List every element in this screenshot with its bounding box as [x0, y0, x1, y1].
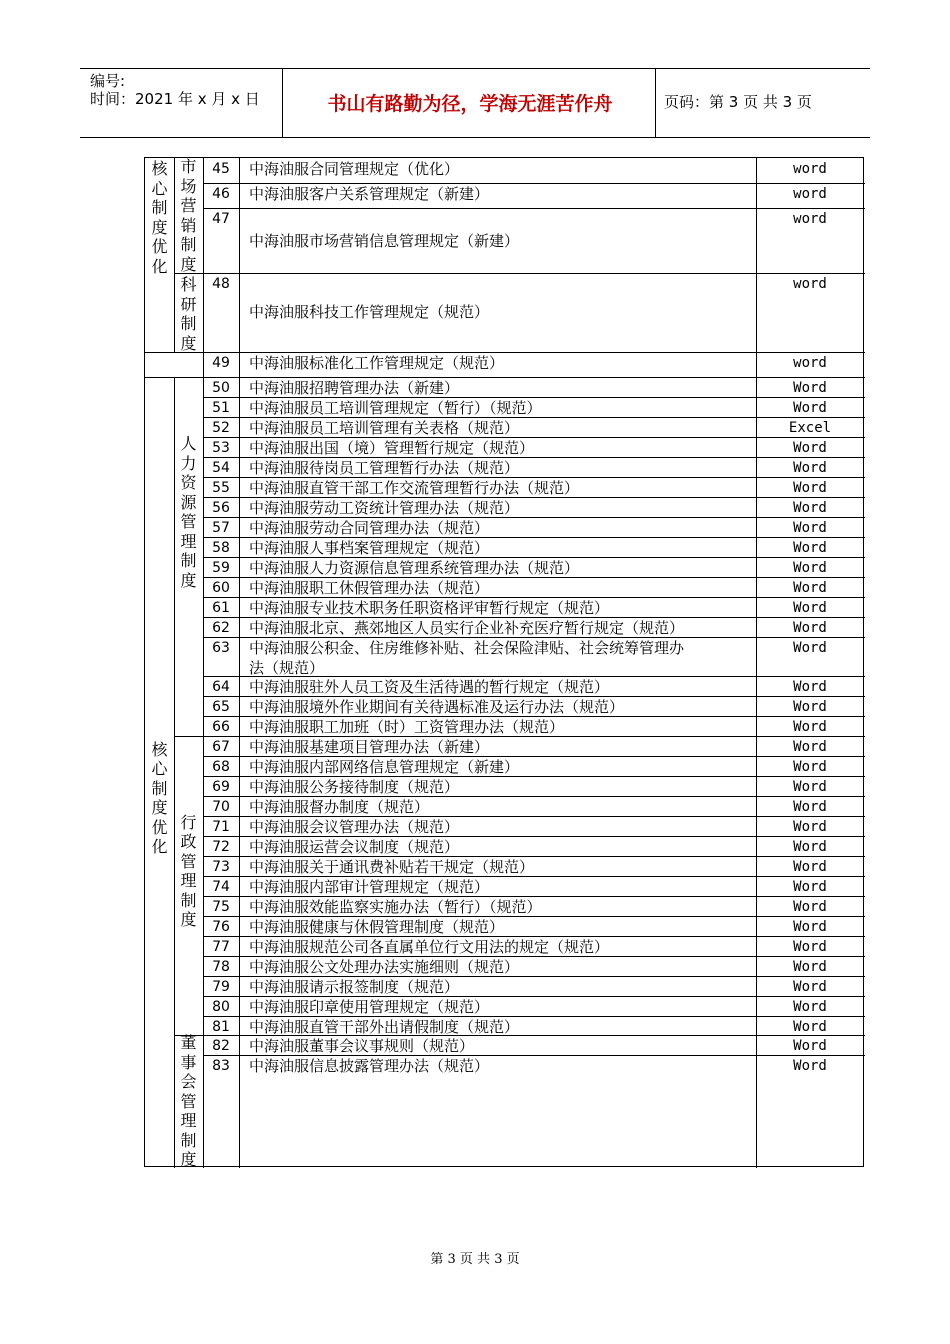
- row-number: 76: [212, 919, 230, 935]
- regulation-name: 中海油服公务接待制度（规范）: [249, 778, 460, 796]
- row-number: 50: [212, 380, 230, 396]
- row-divider: [203, 183, 865, 184]
- file-format: Word: [793, 480, 827, 496]
- row-number: 57: [212, 520, 230, 536]
- file-format: Word: [793, 799, 827, 815]
- file-format: Word: [793, 580, 827, 596]
- file-format: Word: [793, 679, 827, 695]
- subcategory-marketing: 市 场 营 销 制 度: [180, 157, 197, 274]
- regulation-name: 中海油服境外作业期间有关待遇标准及运行办法（规范）: [249, 698, 625, 716]
- row-number: 75: [212, 899, 230, 915]
- file-format: Word: [793, 839, 827, 855]
- regulation-name: 中海油服请示报签制度（规范）: [249, 978, 460, 996]
- regulation-name: 中海油服员工培训管理规定（暂行）（规范）: [249, 399, 542, 417]
- column-divider: [174, 158, 175, 352]
- regulation-name: 中海油服科技工作管理规定（规范）: [249, 303, 490, 321]
- file-format: Word: [793, 999, 827, 1015]
- subcategory-board: 董 事 会 管 理 制 度: [180, 1033, 197, 1170]
- file-format: Word: [793, 600, 827, 616]
- regulation-name: 中海油服员工培训管理有关表格（规范）: [249, 419, 520, 437]
- row-divider: [203, 936, 865, 937]
- regulation-name: 中海油服职工休假管理办法（规范）: [249, 579, 490, 597]
- regulation-name: 中海油服标准化工作管理规定（规范）: [249, 354, 505, 372]
- regulation-name: 中海油服客户关系管理规定（新建）: [249, 185, 490, 203]
- category-core-bottom: 核 心 制 度 优 化: [151, 739, 168, 856]
- file-format: Word: [793, 1038, 827, 1054]
- row-divider: [203, 417, 865, 418]
- file-format: Word: [793, 699, 827, 715]
- regulation-name: 中海油服运营会议制度（规范）: [249, 838, 460, 856]
- regulation-name: 中海油服董事会议事规则（规范）: [249, 1037, 475, 1055]
- file-format: Word: [793, 739, 827, 755]
- regulation-name: 中海油服内部网络信息管理规定（新建）: [249, 758, 520, 776]
- row-divider: [203, 637, 865, 638]
- file-format: Word: [793, 899, 827, 915]
- row-number: 72: [212, 839, 230, 855]
- file-format: Word: [793, 959, 827, 975]
- regulation-name: 中海油服职工加班（时）工资管理办法（规范）: [249, 718, 565, 736]
- row-divider: [145, 352, 865, 353]
- row-divider: [203, 716, 865, 717]
- row-number: 71: [212, 819, 230, 835]
- file-format: Word: [793, 620, 827, 636]
- row-number: 80: [212, 999, 230, 1015]
- regulation-name: 中海油服市场营销信息管理规定（新建）: [249, 232, 520, 250]
- file-format: Word: [793, 560, 827, 576]
- row-number: 81: [212, 1019, 230, 1035]
- file-format: word: [793, 211, 827, 227]
- row-number: 46: [212, 186, 230, 202]
- row-divider: [203, 1055, 865, 1056]
- row-number: 69: [212, 779, 230, 795]
- regulation-name: 中海油服公积金、住房维修补贴、社会保险津贴、社会统筹管理办 法（规范）: [249, 639, 685, 677]
- row-divider: [203, 457, 865, 458]
- row-divider: [174, 736, 865, 737]
- row-divider: [203, 816, 865, 817]
- row-number: 82: [212, 1038, 230, 1054]
- row-divider: [203, 696, 865, 697]
- regulation-name: 中海油服基建项目管理办法（新建）: [249, 738, 490, 756]
- row-divider: [203, 537, 865, 538]
- row-divider: [203, 876, 865, 877]
- file-format: Word: [793, 460, 827, 476]
- row-number: 52: [212, 420, 230, 436]
- regulation-name: 中海油服信息披露管理办法（规范）: [249, 1057, 490, 1075]
- regulation-name: 中海油服招聘管理办法（新建）: [249, 379, 460, 397]
- row-number: 65: [212, 699, 230, 715]
- regulation-name: 中海油服健康与休假管理制度（规范）: [249, 918, 505, 936]
- subcategory-research: 科 研 制 度: [180, 275, 197, 353]
- regulation-name: 中海油服人力资源信息管理系统管理办法（规范）: [249, 559, 580, 577]
- regulation-name: 中海油服待岗员工管理暂行办法（规范）: [249, 459, 520, 477]
- row-divider: [145, 377, 865, 378]
- row-number: 73: [212, 859, 230, 875]
- regulation-name: 中海油服直管干部外出请假制度（规范）: [249, 1018, 520, 1036]
- file-format: Word: [793, 380, 827, 396]
- file-format: word: [793, 276, 827, 292]
- row-number: 48: [212, 276, 230, 292]
- row-divider: [203, 896, 865, 897]
- file-format: word: [793, 355, 827, 371]
- row-number: 49: [212, 355, 230, 371]
- file-format: Excel: [788, 420, 832, 436]
- row-number: 47: [212, 211, 230, 227]
- row-number: 83: [212, 1058, 230, 1074]
- file-format: Word: [793, 500, 827, 516]
- file-format: Word: [793, 879, 827, 895]
- header-divider: [282, 69, 283, 137]
- file-format: Word: [793, 520, 827, 536]
- row-divider: [203, 916, 865, 917]
- row-divider: [203, 996, 865, 997]
- row-divider: [203, 976, 865, 977]
- file-format: Word: [793, 859, 827, 875]
- row-number: 53: [212, 440, 230, 456]
- row-divider: [203, 836, 865, 837]
- file-format: Word: [793, 779, 827, 795]
- row-number: 60: [212, 580, 230, 596]
- row-number: 61: [212, 600, 230, 616]
- row-divider: [203, 477, 865, 478]
- row-divider: [203, 397, 865, 398]
- regulation-name: 中海油服督办制度（规范）: [249, 798, 430, 816]
- regulation-name: 中海油服劳动工资统计管理办法（规范）: [249, 499, 520, 517]
- category-core-top: 核 心 制 度 优 化: [151, 159, 168, 276]
- regulation-name: 中海油服驻外人员工资及生活待遇的暂行规定（规范）: [249, 678, 610, 696]
- row-divider: [203, 776, 865, 777]
- row-divider: [203, 517, 865, 518]
- regulation-name: 中海油服出国（境）管理暂行规定（规范）: [249, 439, 535, 457]
- row-number: 55: [212, 480, 230, 496]
- column-divider: [203, 158, 204, 1168]
- row-number: 77: [212, 939, 230, 955]
- file-format: Word: [793, 719, 827, 735]
- row-number: 56: [212, 500, 230, 516]
- row-number: 79: [212, 979, 230, 995]
- regulation-name: 中海油服效能监察实施办法（暂行）（规范）: [249, 898, 542, 916]
- file-format: Word: [793, 400, 827, 416]
- row-number: 54: [212, 460, 230, 476]
- doc-number-label: 编号:: [90, 72, 126, 90]
- row-divider: [203, 956, 865, 957]
- row-number: 59: [212, 560, 230, 576]
- file-format: Word: [793, 759, 827, 775]
- file-format: Word: [793, 1058, 827, 1074]
- file-format: word: [793, 161, 827, 177]
- row-divider: [203, 796, 865, 797]
- row-divider: [203, 856, 865, 857]
- page-header: [80, 68, 870, 138]
- row-number: 74: [212, 879, 230, 895]
- file-format: word: [793, 186, 827, 202]
- regulations-table: [144, 157, 864, 1170]
- regulation-name: 中海油服内部审计管理规定（规范）: [249, 878, 490, 896]
- row-number: 66: [212, 719, 230, 735]
- file-format: Word: [793, 540, 827, 556]
- page-info: 页码：第 3 页 共 3 页: [664, 93, 812, 111]
- file-format: Word: [793, 919, 827, 935]
- row-number: 62: [212, 620, 230, 636]
- row-divider: [203, 437, 865, 438]
- regulation-name: 中海油服公文处理办法实施细则（规范）: [249, 958, 520, 976]
- regulation-name: 中海油服会议管理办法（规范）: [249, 818, 460, 836]
- row-divider: [203, 208, 865, 209]
- column-divider: [239, 158, 240, 1168]
- row-divider: [203, 676, 865, 677]
- row-number: 70: [212, 799, 230, 815]
- regulation-name: 中海油服专业技术职务任职资格评审暂行规定（规范）: [249, 599, 610, 617]
- row-number: 51: [212, 400, 230, 416]
- header-motto: 书山有路勤为径，学海无涯苦作舟: [327, 93, 613, 115]
- regulation-name: 中海油服人事档案管理规定（规范）: [249, 539, 490, 557]
- regulation-name: 中海油服规范公司各直属单位行文用法的规定（规范）: [249, 938, 610, 956]
- row-divider: [203, 497, 865, 498]
- file-format: Word: [793, 640, 827, 656]
- row-divider: [203, 577, 865, 578]
- file-format: Word: [793, 819, 827, 835]
- row-divider: [174, 1035, 865, 1036]
- row-divider: [203, 756, 865, 757]
- row-number: 68: [212, 759, 230, 775]
- row-number: 63: [212, 640, 230, 656]
- regulation-name: 中海油服直管干部工作交流管理暂行办法（规范）: [249, 479, 580, 497]
- row-number: 45: [212, 161, 230, 177]
- date-label: 时间：2021 年 x 月 x 日: [90, 90, 260, 108]
- regulation-name: 中海油服北京、燕郊地区人员实行企业补充医疗暂行规定（规范）: [249, 619, 685, 637]
- column-divider: [174, 377, 175, 1168]
- row-number: 78: [212, 959, 230, 975]
- page-footer: 第 3 页 共 3 页: [430, 1252, 520, 1267]
- regulation-name: 中海油服劳动合同管理办法（规范）: [249, 519, 490, 537]
- regulation-name: 中海油服关于通讯费补贴若干规定（规范）: [249, 858, 535, 876]
- row-number: 67: [212, 739, 230, 755]
- subcategory-hr: 人 力 资 源 管 理 制 度: [180, 434, 197, 590]
- row-number: 58: [212, 540, 230, 556]
- column-divider: [756, 158, 757, 1168]
- row-divider: [203, 557, 865, 558]
- file-format: Word: [793, 1019, 827, 1035]
- row-divider: [203, 1016, 865, 1017]
- file-format: Word: [793, 939, 827, 955]
- regulation-name: 中海油服印章使用管理规定（规范）: [249, 998, 490, 1016]
- row-divider: [174, 273, 865, 274]
- regulation-name: 中海油服合同管理规定（优化）: [249, 160, 460, 178]
- file-format: Word: [793, 440, 827, 456]
- row-number: 64: [212, 679, 230, 695]
- file-format: Word: [793, 979, 827, 995]
- row-divider: [203, 617, 865, 618]
- subcategory-admin: 行 政 管 理 制 度: [180, 812, 197, 929]
- row-divider: [203, 597, 865, 598]
